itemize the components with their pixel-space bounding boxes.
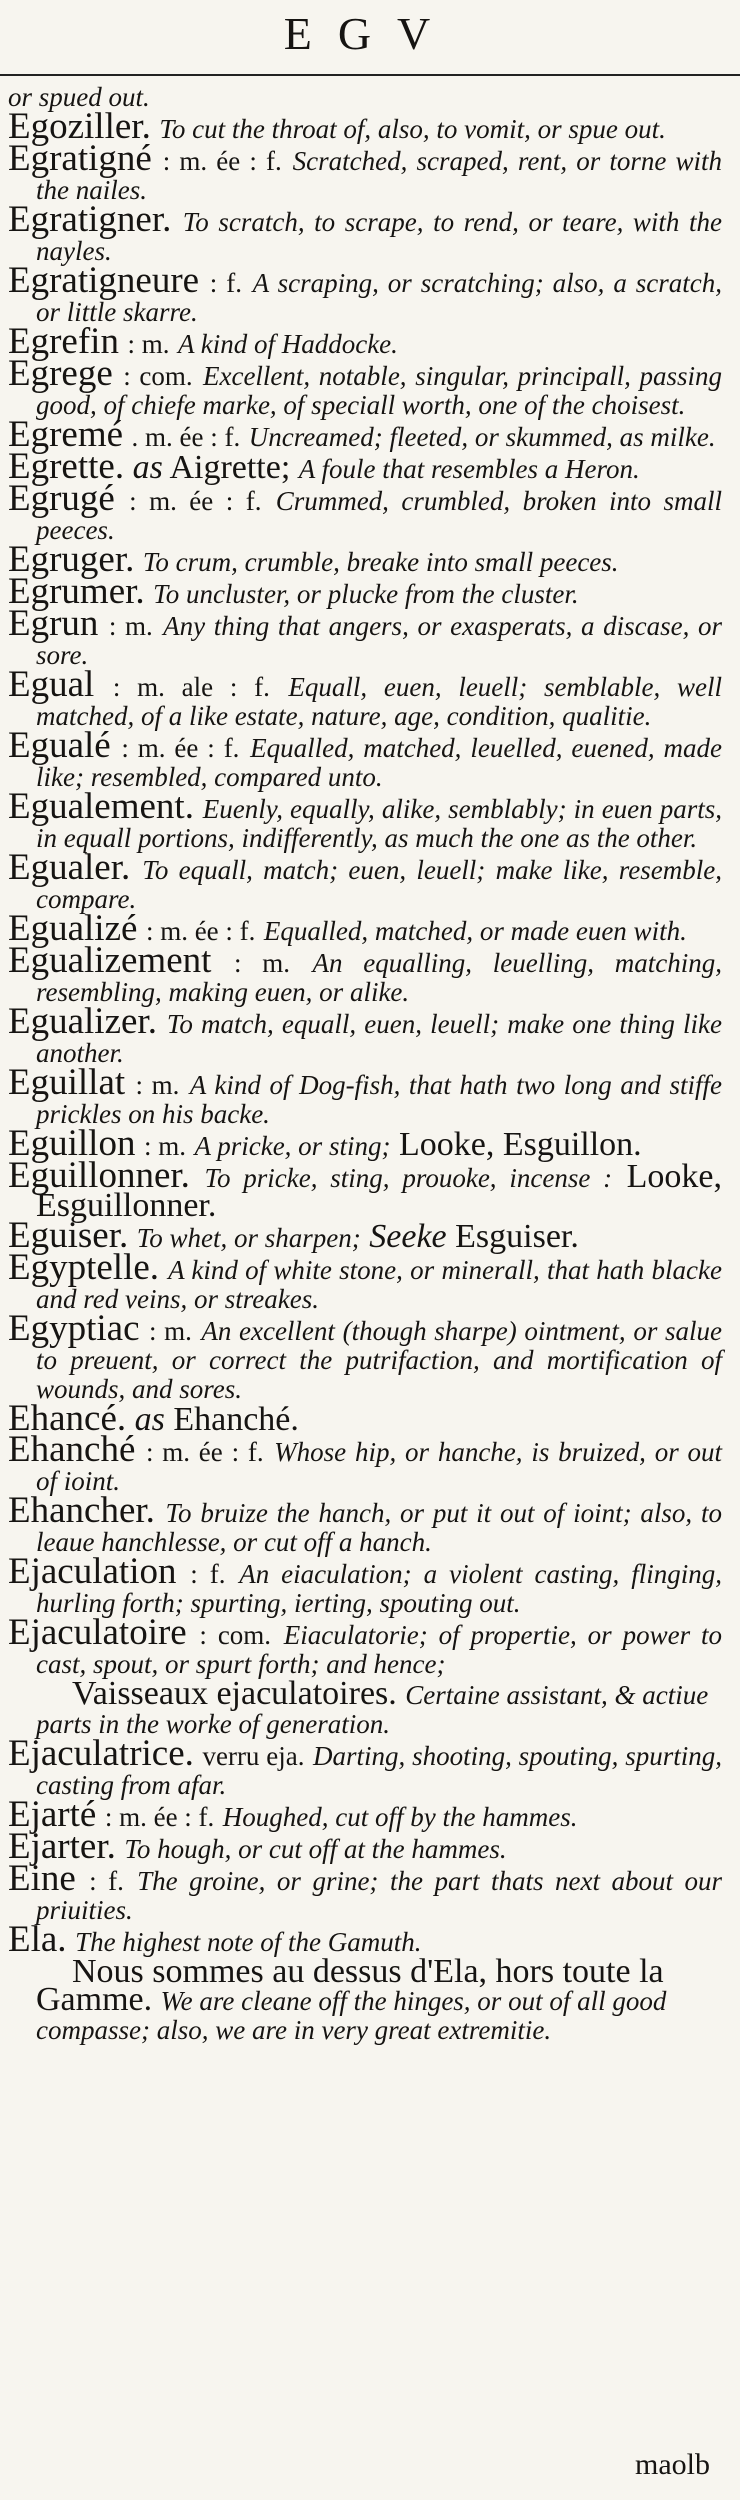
- grammar-label: : com.: [199, 1620, 272, 1650]
- dictionary-entry: [0, 847, 723, 914]
- dictionary-entry: [0, 1247, 722, 1314]
- dictionary-entry: [0, 725, 723, 792]
- sub-headword: Vaisseaux ejaculatoires.: [72, 1675, 397, 1712]
- definition: To pricke, sting, prouoke, incense :: [204, 1163, 613, 1193]
- headword: Egyptelle.: [8, 1247, 160, 1288]
- headword: Egualer.: [8, 847, 131, 888]
- headword: Ejarté: [8, 1794, 97, 1835]
- definition: To match, equall, euen, leuell; make one thing like another.: [36, 1009, 723, 1068]
- definition: To uncluster, or plucke from the cluster.: [153, 579, 579, 609]
- definition: The highest note of the Gamuth.: [75, 1927, 422, 1957]
- dictionary-entry: [0, 478, 723, 545]
- definition: To scratch, to scrape, to rend, or teare, with the nayles.: [36, 207, 722, 266]
- definition: A kind of Dog-fish, that hath two long and stiffe prickles on his backe.: [36, 1070, 722, 1129]
- headword: Eguillonner.: [8, 1155, 190, 1196]
- grammar-label: : m. ée : f.: [129, 486, 262, 516]
- headword: Ejaculatrice.: [8, 1733, 194, 1774]
- definition: Uncreamed; fleeted, or skummed, as milke.: [248, 422, 716, 452]
- definition: An excellent (though sharpe) ointment, or salue to preuent, or correct the putrifaction, and mortification of wounds, and sores.: [36, 1316, 723, 1404]
- cross-ref-label: as: [134, 1401, 165, 1438]
- definition: A kind of Haddocke.: [177, 329, 398, 359]
- grammar-label: : m. ale : f.: [112, 672, 270, 702]
- dictionary-entry: [0, 571, 722, 612]
- headword: Ejaculatoire: [8, 1612, 187, 1653]
- headword: Egrun: [8, 603, 99, 644]
- definition: To crum, crumble, breake into small peeces.: [142, 547, 619, 577]
- definition: To hough, or cut off at the hammes.: [124, 1834, 507, 1864]
- headword: Egrumer.: [8, 571, 145, 612]
- headword: Egualizé: [8, 908, 138, 949]
- definition: A kind of white stone, or minerall, that hath blacke and red veins, or streakes.: [36, 1255, 722, 1314]
- headword: Ela.: [8, 1919, 67, 1960]
- grammar-label: : f.: [190, 1559, 226, 1589]
- dictionary-entry: [0, 1612, 723, 1679]
- definition: A scraping, or scratching; also, a scratch, or little skarre.: [36, 268, 722, 327]
- dictionary-entry: [0, 353, 723, 420]
- headword: Eine: [8, 1858, 76, 1899]
- dictionary-entry: [0, 138, 723, 205]
- grammar-label: : f.: [89, 1866, 124, 1896]
- definition: To whet, or sharpen;: [136, 1223, 361, 1253]
- dictionary-entry: [0, 1858, 723, 1925]
- headword: Egyptiac: [8, 1308, 140, 1349]
- dictionary-entry: [0, 1551, 723, 1618]
- dictionary-entry: [0, 1826, 722, 1867]
- definition: We are cleane off the hinges, or out of all good compasse; also, we are in very great extremitie.: [36, 1986, 667, 2045]
- definition: Darting, shooting, spouting, spurting, casting from afar.: [36, 1741, 723, 1800]
- definition: The groine, or grine; the part thats next about our priuities.: [36, 1866, 723, 1925]
- entry-list: [0, 82, 722, 2046]
- headword: Egrette.: [8, 446, 125, 487]
- dictionary-entry: [0, 664, 723, 731]
- definition: Certaine assistant, & actiue parts in the worke of generation.: [36, 1680, 709, 1739]
- headword: Eguillon: [8, 1123, 136, 1164]
- headword: Ehancé.: [8, 1398, 127, 1439]
- cross-ref-label: Seeke: [369, 1218, 447, 1255]
- definition: Crummed, crumbled, broken into small peeces.: [36, 486, 723, 545]
- cross-ref-label: as: [132, 449, 163, 486]
- grammar-label: : m. ée : f.: [121, 733, 240, 763]
- headword: Ejarter.: [8, 1826, 116, 1867]
- dictionary-entry: [0, 1953, 722, 2045]
- headword: Egrefin: [8, 321, 119, 362]
- definition: A foule that resembles a Heron.: [298, 454, 640, 484]
- grammar-label: : m.: [135, 1070, 180, 1100]
- definition: Houghed, cut off by the hammes.: [222, 1802, 578, 1832]
- headword: Egualé: [8, 725, 111, 766]
- grammar-label: verru eja.: [202, 1741, 305, 1771]
- cross-reference: Ehanché.: [173, 1401, 299, 1438]
- headword: Egratigneure: [8, 260, 200, 301]
- headword: Egremé: [8, 414, 124, 455]
- definition: A pricke, or sting;: [194, 1131, 391, 1161]
- grammar-label: : m.: [143, 1131, 186, 1161]
- definition: Eiaculatorie; of propertie, or power to cast, spout, or spurt forth; and hence;: [36, 1620, 723, 1679]
- dictionary-entry: [0, 1733, 723, 1800]
- catchword: maolb: [635, 2448, 710, 2481]
- grammar-label: : m. ée : f.: [145, 1437, 264, 1467]
- running-header: EGV: [283, 8, 457, 59]
- grammar-label: : m.: [148, 1316, 192, 1346]
- headword: Egrugé: [8, 478, 115, 519]
- definition: Equalled, matched, or made euen with.: [263, 916, 687, 946]
- headword: Egual: [8, 664, 95, 705]
- definition: An equalling, leuelling, matching, resembling, making euen, or alike.: [36, 948, 723, 1007]
- headword: Egruger.: [8, 539, 135, 580]
- headword: Eguillat: [8, 1062, 126, 1103]
- dictionary-entry: [0, 1429, 723, 1496]
- definition: Whose hip, or hanche, is bruized, or out of ioint.: [36, 1437, 723, 1496]
- headword: Egualizement: [8, 940, 212, 981]
- grammar-label: : m. ée : f.: [145, 916, 256, 946]
- dictionary-entry: [0, 1308, 723, 1404]
- definition: To bruize the hanch, or put it out of ioint; also, to leaue hanchlesse, or cut off a hanch.: [36, 1498, 723, 1557]
- dictionary-entry: [0, 1919, 722, 1960]
- definition: To equall, match; euen, leuell; make like, resemble, compare.: [36, 855, 723, 914]
- dictionary-entry: [0, 1675, 722, 1739]
- headword: Egratigner.: [8, 199, 172, 240]
- dictionary-entry: [0, 199, 722, 266]
- grammar-label: : m. ée : f.: [104, 1802, 215, 1832]
- grammar-label: . m. ée : f.: [131, 422, 241, 452]
- grammar-label: : com.: [123, 361, 193, 391]
- grammar-label: : m.: [127, 329, 170, 359]
- header-rule: [0, 74, 740, 76]
- grammar-label: : m.: [108, 611, 153, 641]
- headword: Ehancher.: [8, 1490, 155, 1531]
- grammar-label: : m. ée : f.: [162, 146, 282, 176]
- dictionary-entry: [0, 1490, 723, 1557]
- headword: Ehanché: [8, 1429, 136, 1470]
- headword: Egrege: [8, 353, 113, 394]
- definition: Excellent, notable, singular, principall, passing good, of chiefe marke, of speciall worth, one of the choisest.: [36, 361, 723, 420]
- dictionary-entry: [0, 940, 723, 1007]
- definition: To cut the throat of, also, to vomit, or spue out.: [159, 114, 666, 144]
- headword: Egualizer.: [8, 1001, 157, 1042]
- headword: Egratigné: [8, 138, 152, 179]
- definition: Any thing that angers, or exasperats, a discase, or sore.: [36, 611, 723, 670]
- cross-reference: Looke, Esguillonner.: [36, 1158, 723, 1224]
- dictionary-entry: [0, 1001, 723, 1068]
- dictionary-entry: [0, 603, 723, 670]
- definition: Scratched, scraped, rent, or torne with the nailes.: [36, 146, 723, 205]
- headword: Eguiser.: [8, 1215, 129, 1256]
- cross-reference: Esguiser.: [455, 1218, 579, 1255]
- definition: Equall, euen, leuell; semblable, well matched, of a like estate, nature, age, condition, qualitie.: [36, 672, 723, 731]
- grammar-label: : m.: [233, 948, 290, 978]
- dictionary-entry: [0, 1155, 723, 1224]
- headword: Egoziller.: [8, 106, 151, 147]
- sub-headword: Nous sommes au dessus d'Ela, hors toute la Gamme.: [36, 1953, 664, 2018]
- dictionary-entry: [0, 786, 722, 853]
- cross-reference: Aigrette;: [169, 449, 291, 486]
- definition: An eiaculation; a violent casting, flinging, hurling forth; spurting, ierting, spouting out.: [36, 1559, 723, 1618]
- dictionary-entry: [0, 260, 722, 327]
- cross-reference: Looke, Esguillon.: [398, 1126, 642, 1163]
- grammar-label: : f.: [209, 268, 242, 298]
- definition: or spued out.: [8, 82, 150, 112]
- definition: Euenly, equally, alike, semblably; in euen parts, in equall portions, indifferently, as much the one as the other.: [36, 794, 722, 853]
- definition: Equalled, matched, leuelled, euened, made like; resembled, compared unto.: [36, 733, 723, 792]
- headword: Ejaculation: [8, 1551, 177, 1592]
- dictionary-entry: [0, 1062, 722, 1129]
- headword: Egualement.: [8, 786, 194, 827]
